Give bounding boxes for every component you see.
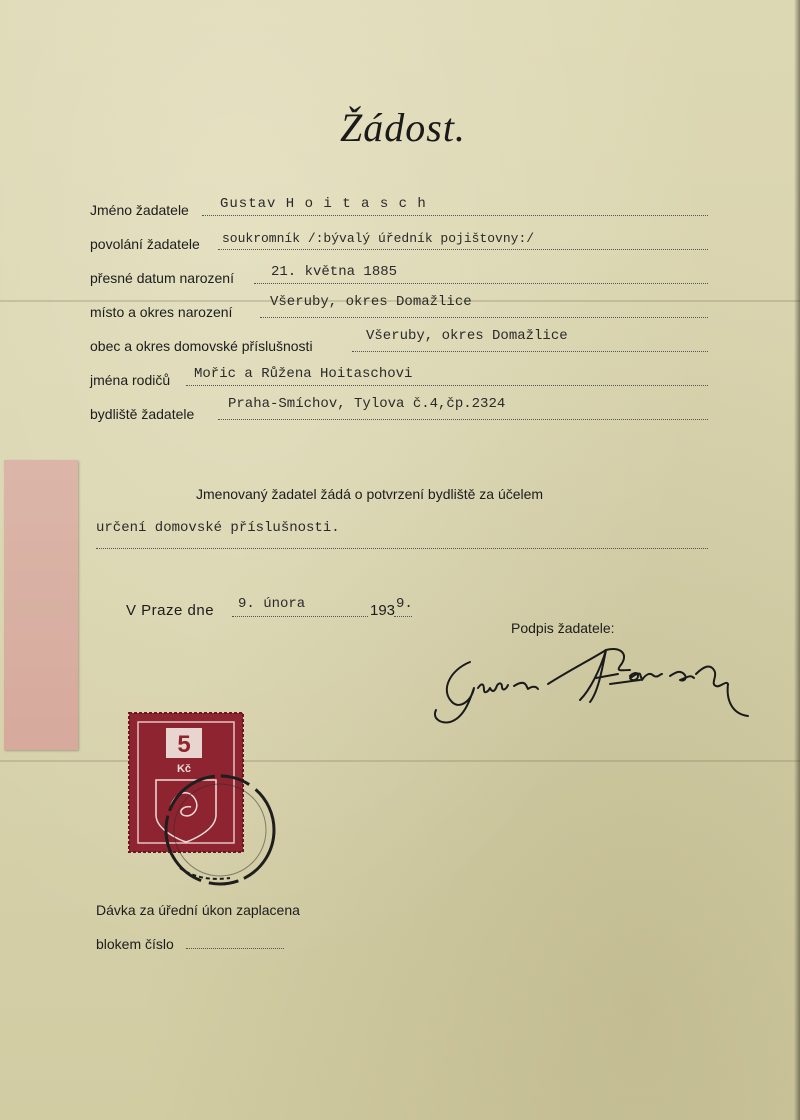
field-row-domicile	[90, 328, 708, 354]
handwritten-signature	[430, 640, 770, 725]
field-label: povolání žadatele	[90, 236, 200, 252]
request-typed-text: určení domovské příslušnosti.	[96, 520, 340, 536]
pink-paper-strip	[4, 460, 78, 750]
signature-label: Podpis žadatele:	[511, 620, 615, 636]
dotted-line	[394, 616, 412, 617]
dotted-line	[218, 249, 708, 250]
stamp-unit: Kč	[176, 763, 192, 775]
stamp-value: 5	[177, 731, 191, 758]
field-label: obec a okres domovské příslušnosti	[90, 338, 313, 354]
field-label: přesné datum narození	[90, 270, 234, 286]
dotted-line	[218, 419, 708, 420]
field-row-name	[90, 192, 708, 218]
field-label: Jméno žadatele	[90, 202, 189, 218]
round-office-seal	[150, 768, 290, 898]
field-value: soukromník /:bývalý úředník pojištovny:/	[222, 231, 535, 246]
dotted-line	[352, 351, 708, 352]
paper-edge-shadow	[794, 0, 800, 1120]
place-label: V Praze dne	[126, 602, 215, 619]
field-value: 21. května 1885	[271, 264, 398, 280]
fee-paid-text: Dávka za úřední úkon zaplacena	[96, 902, 300, 918]
field-label: místo a okres narození	[90, 304, 233, 320]
block-number-label: blokem číslo	[96, 936, 174, 952]
field-value: Všeruby, okres Domažlice	[270, 294, 472, 310]
field-label: bydliště žadatele	[90, 406, 195, 422]
dotted-line	[260, 317, 708, 318]
field-label: jména rodičů	[90, 372, 171, 388]
field-row-residence	[90, 396, 708, 422]
dotted-line	[254, 283, 708, 284]
dotted-line	[186, 385, 708, 386]
document-title: Žádost.	[340, 105, 466, 150]
dotted-line	[232, 616, 368, 617]
field-value: Všeruby, okres Domažlice	[366, 328, 568, 344]
dotted-line	[96, 548, 708, 549]
dotted-line	[186, 948, 284, 949]
field-value: Mořic a Růžena Hoitaschovi	[194, 366, 413, 382]
field-row-birthplace	[90, 294, 708, 320]
dotted-line	[202, 215, 708, 216]
field-row-parents	[90, 362, 708, 388]
year-prefix: 193	[370, 602, 396, 619]
paper-crease	[0, 760, 800, 762]
field-value: Praha-Smíchov, Tylova č.4,čp.2324	[228, 396, 506, 412]
request-text: Jmenovaný žadatel žádá o potvrzení bydliště za účelem	[196, 486, 544, 502]
field-value: Gustav H o i t a s c h	[220, 196, 427, 212]
field-row-birthdate	[90, 260, 708, 286]
field-row-occupation	[90, 226, 708, 252]
year-typed: 9.	[396, 596, 413, 612]
date-typed: 9. února	[238, 596, 306, 612]
